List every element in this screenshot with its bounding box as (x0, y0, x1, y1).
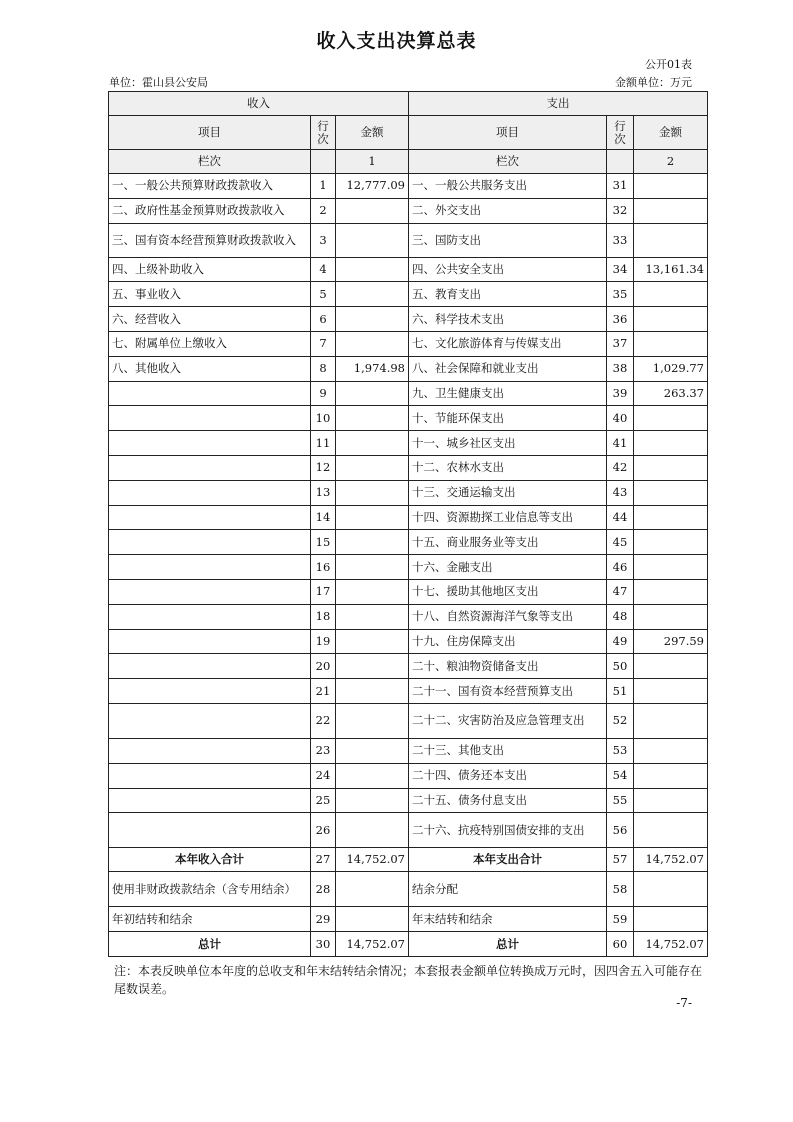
line-number: 13 (311, 480, 336, 505)
line-number: 54 (607, 763, 634, 788)
income-amount: 1,974.98 (336, 356, 409, 381)
expense-item: 二十三、其他支出 (409, 738, 607, 763)
income-item (109, 431, 311, 456)
line-number: 59 (607, 907, 634, 932)
expense-item: 五、教育支出 (409, 282, 607, 307)
line-number: 6 (311, 307, 336, 332)
expense-amount (634, 579, 708, 604)
end-balance-label: 年末结转和结余 (409, 907, 607, 932)
expense-amount (634, 654, 708, 679)
expense-amount (634, 604, 708, 629)
income-item (109, 788, 311, 813)
line-number: 47 (607, 579, 634, 604)
income-column-index: 1 (336, 150, 409, 174)
income-amount (336, 738, 409, 763)
expense-item: 二十一、国有资本经营预算支出 (409, 679, 607, 704)
line-number: 52 (607, 703, 634, 738)
grand-total-row (109, 932, 708, 957)
expense-item: 十九、住房保障支出 (409, 629, 607, 654)
amount-unit: 金额单位：万元 (615, 76, 692, 89)
income-expense-table (108, 91, 708, 957)
form-number: 公开01表 (645, 58, 692, 71)
income-amount (336, 307, 409, 332)
income-item (109, 505, 311, 530)
income-amount (336, 579, 409, 604)
grand-total-right-label: 总计 (409, 932, 607, 957)
expense-item: 一、一般公共服务支出 (409, 174, 607, 199)
line-number: 30 (311, 932, 336, 957)
line-number: 48 (607, 604, 634, 629)
table-row (109, 331, 708, 356)
expense-amount (634, 282, 708, 307)
expense-item: 十三、交通运输支出 (409, 480, 607, 505)
expense-amount (634, 813, 708, 848)
nonfiscal-label: 使用非财政拨款结余（含专用结余） (109, 872, 311, 907)
income-item (109, 455, 311, 480)
grand-total-left-label: 总计 (109, 932, 311, 957)
reporting-unit: 单位：霍山县公安局 (109, 76, 208, 89)
line-number: 38 (607, 356, 634, 381)
table-row (109, 679, 708, 704)
expense-item: 七、文化旅游体育与传媒支出 (409, 331, 607, 356)
expense-item: 十五、商业服务业等支出 (409, 530, 607, 555)
expense-item: 十二、农林水支出 (409, 455, 607, 480)
expense-item-header: 项目 (409, 116, 607, 150)
expense-item: 二十、粮油物资储备支出 (409, 654, 607, 679)
line-number: 1 (311, 174, 336, 199)
grand-total-right-amount: 14,752.07 (634, 932, 708, 957)
line-number: 35 (607, 282, 634, 307)
expense-item: 十一、城乡社区支出 (409, 431, 607, 456)
table-row (109, 381, 708, 406)
income-amount (336, 257, 409, 282)
expense-item: 二十五、债务付息支出 (409, 788, 607, 813)
table-row (109, 530, 708, 555)
line-number: 42 (607, 455, 634, 480)
expense-amount (634, 307, 708, 332)
income-amount (336, 455, 409, 480)
income-item: 六、经营收入 (109, 307, 311, 332)
income-item (109, 406, 311, 431)
table-row (109, 257, 708, 282)
column-index-row (109, 150, 708, 174)
line-number: 60 (607, 932, 634, 957)
line-number: 49 (607, 629, 634, 654)
table-row (109, 307, 708, 332)
line-number: 43 (607, 480, 634, 505)
line-number: 11 (311, 431, 336, 456)
income-amount (336, 555, 409, 580)
table-row (109, 505, 708, 530)
expense-amount (634, 679, 708, 704)
line-number: 17 (311, 579, 336, 604)
income-amount (336, 654, 409, 679)
line-number: 44 (607, 505, 634, 530)
income-item: 二、政府性基金预算财政拨款收入 (109, 198, 311, 223)
line-number: 37 (607, 331, 634, 356)
expense-amount (634, 331, 708, 356)
income-amount (336, 198, 409, 223)
income-item (109, 480, 311, 505)
income-item: 四、上级补助收入 (109, 257, 311, 282)
expense-item: 六、科学技术支出 (409, 307, 607, 332)
income-item: 五、事业收入 (109, 282, 311, 307)
line-number: 20 (311, 654, 336, 679)
income-item (109, 813, 311, 848)
table-row (109, 223, 708, 257)
line-number: 10 (311, 406, 336, 431)
nonfiscal-amount (336, 872, 409, 907)
income-amount: 12,777.09 (336, 174, 409, 199)
expense-amount (634, 406, 708, 431)
page-title: 收入支出决算总表 (316, 30, 477, 52)
expense-amount (634, 703, 708, 738)
line-number: 36 (607, 307, 634, 332)
line-number: 15 (311, 530, 336, 555)
line-number: 22 (311, 703, 336, 738)
income-item-header: 项目 (109, 116, 311, 150)
expense-item: 二、外交支出 (409, 198, 607, 223)
income-item (109, 604, 311, 629)
table-row (109, 654, 708, 679)
year-income-total-amount: 14,752.07 (336, 848, 409, 872)
line-number: 29 (311, 907, 336, 932)
line-number: 46 (607, 555, 634, 580)
line-number: 57 (607, 848, 634, 872)
expense-item: 十八、自然资源海洋气象等支出 (409, 604, 607, 629)
table-row (109, 282, 708, 307)
income-item: 三、国有资本经营预算财政拨款收入 (109, 223, 311, 257)
income-item: 一、一般公共预算财政拨款收入 (109, 174, 311, 199)
income-amount (336, 223, 409, 257)
table-row (109, 604, 708, 629)
table-row (109, 455, 708, 480)
line-number: 50 (607, 654, 634, 679)
expense-amount (634, 530, 708, 555)
expense-amount: 297.59 (634, 629, 708, 654)
grand-total-left-amount: 14,752.07 (336, 932, 409, 957)
income-amount (336, 604, 409, 629)
year-expense-total-label: 本年支出合计 (409, 848, 607, 872)
expense-amount (634, 763, 708, 788)
expense-item: 二十六、抗疫特别国债安排的支出 (409, 813, 607, 848)
expense-item: 十四、资源勘探工业信息等支出 (409, 505, 607, 530)
income-amount (336, 381, 409, 406)
table-row (109, 763, 708, 788)
line-number: 28 (311, 872, 336, 907)
table-row (109, 703, 708, 738)
expense-column-label: 栏次 (409, 150, 607, 174)
line-number: 5 (311, 282, 336, 307)
table-row (109, 788, 708, 813)
expense-item: 三、国防支出 (409, 223, 607, 257)
expense-amount: 263.37 (634, 381, 708, 406)
line-number: 53 (607, 738, 634, 763)
end-balance-amount (634, 907, 708, 932)
income-item (109, 530, 311, 555)
line-number: 51 (607, 679, 634, 704)
income-amount (336, 282, 409, 307)
expense-item: 十、节能环保支出 (409, 406, 607, 431)
table-row (109, 813, 708, 848)
expense-item: 二十二、灾害防治及应急管理支出 (409, 703, 607, 738)
begin-balance-amount (336, 907, 409, 932)
table-row (109, 738, 708, 763)
empty-cell (607, 150, 634, 174)
year-expense-total-amount: 14,752.07 (634, 848, 708, 872)
expense-amount (634, 174, 708, 199)
expense-amount (634, 555, 708, 580)
expense-item: 四、公共安全支出 (409, 257, 607, 282)
expense-item: 十六、金融支出 (409, 555, 607, 580)
line-number: 23 (311, 738, 336, 763)
income-item (109, 629, 311, 654)
expense-amount (634, 455, 708, 480)
income-amount (336, 331, 409, 356)
line-number: 39 (607, 381, 634, 406)
expense-item: 十七、援助其他地区支出 (409, 579, 607, 604)
table-row (109, 198, 708, 223)
header-row-columns (109, 116, 708, 150)
income-amount (336, 703, 409, 738)
income-item (109, 763, 311, 788)
expense-amount (634, 223, 708, 257)
expense-amount (634, 480, 708, 505)
table-row (109, 555, 708, 580)
footnote: 注：本表反映单位本年度的总收支和年末结转结余情况；本套报表金额单位转换成万元时，因四舍五入可能存在尾数误差。 (114, 964, 703, 996)
line-number: 25 (311, 788, 336, 813)
expense-item: 二十四、债务还本支出 (409, 763, 607, 788)
expense-amount (634, 198, 708, 223)
income-item (109, 654, 311, 679)
line-number: 8 (311, 356, 336, 381)
line-number: 27 (311, 848, 336, 872)
income-amount (336, 629, 409, 654)
income-item (109, 381, 311, 406)
income-item (109, 555, 311, 580)
expense-line-header: 行次 (607, 116, 634, 150)
income-item: 八、其他收入 (109, 356, 311, 381)
income-amount (336, 530, 409, 555)
line-number: 2 (311, 198, 336, 223)
income-header: 收入 (109, 92, 409, 116)
line-number: 21 (311, 679, 336, 704)
income-item (109, 679, 311, 704)
line-number: 14 (311, 505, 336, 530)
table-row (109, 174, 708, 199)
income-amount (336, 788, 409, 813)
line-number: 56 (607, 813, 634, 848)
line-number: 7 (311, 331, 336, 356)
line-number: 55 (607, 788, 634, 813)
expense-amount (634, 431, 708, 456)
expense-item: 八、社会保障和就业支出 (409, 356, 607, 381)
expense-amount (634, 788, 708, 813)
line-number: 16 (311, 555, 336, 580)
line-number: 40 (607, 406, 634, 431)
line-number: 32 (607, 198, 634, 223)
income-amount (336, 505, 409, 530)
year-income-total-label: 本年收入合计 (109, 848, 311, 872)
table-row (109, 480, 708, 505)
begin-balance-label: 年初结转和结余 (109, 907, 311, 932)
line-number: 58 (607, 872, 634, 907)
expense-amount (634, 738, 708, 763)
line-number: 19 (311, 629, 336, 654)
line-number: 9 (311, 381, 336, 406)
carryover-row (109, 907, 708, 932)
income-amount (336, 406, 409, 431)
table-row (109, 356, 708, 381)
distribution-amount (634, 872, 708, 907)
expense-column-index: 2 (634, 150, 708, 174)
income-line-header: 行次 (311, 116, 336, 150)
income-amount (336, 480, 409, 505)
expense-amount: 1,029.77 (634, 356, 708, 381)
income-amount (336, 763, 409, 788)
expense-amount (634, 505, 708, 530)
expense-amount: 13,161.34 (634, 257, 708, 282)
line-number: 12 (311, 455, 336, 480)
line-number: 41 (607, 431, 634, 456)
income-amount (336, 813, 409, 848)
income-item: 七、附属单位上缴收入 (109, 331, 311, 356)
line-number: 34 (607, 257, 634, 282)
line-number: 33 (607, 223, 634, 257)
income-item (109, 738, 311, 763)
expense-item: 九、卫生健康支出 (409, 381, 607, 406)
income-item (109, 579, 311, 604)
income-amount-header: 金额 (336, 116, 409, 150)
expense-amount-header: 金额 (634, 116, 708, 150)
table-row (109, 629, 708, 654)
year-total-row (109, 848, 708, 872)
expense-header: 支出 (409, 92, 708, 116)
header-row-section (109, 92, 708, 116)
line-number: 24 (311, 763, 336, 788)
line-number: 4 (311, 257, 336, 282)
line-number: 31 (607, 174, 634, 199)
income-amount (336, 431, 409, 456)
line-number: 3 (311, 223, 336, 257)
income-column-label: 栏次 (109, 150, 311, 174)
line-number: 45 (607, 530, 634, 555)
distribution-label: 结余分配 (409, 872, 607, 907)
empty-cell (311, 150, 336, 174)
table-row (109, 431, 708, 456)
line-number: 18 (311, 604, 336, 629)
line-number: 26 (311, 813, 336, 848)
nonfiscal-row (109, 872, 708, 907)
table-row (109, 579, 708, 604)
income-amount (336, 679, 409, 704)
income-item (109, 703, 311, 738)
table-row (109, 406, 708, 431)
page-number: -7- (676, 996, 692, 1010)
